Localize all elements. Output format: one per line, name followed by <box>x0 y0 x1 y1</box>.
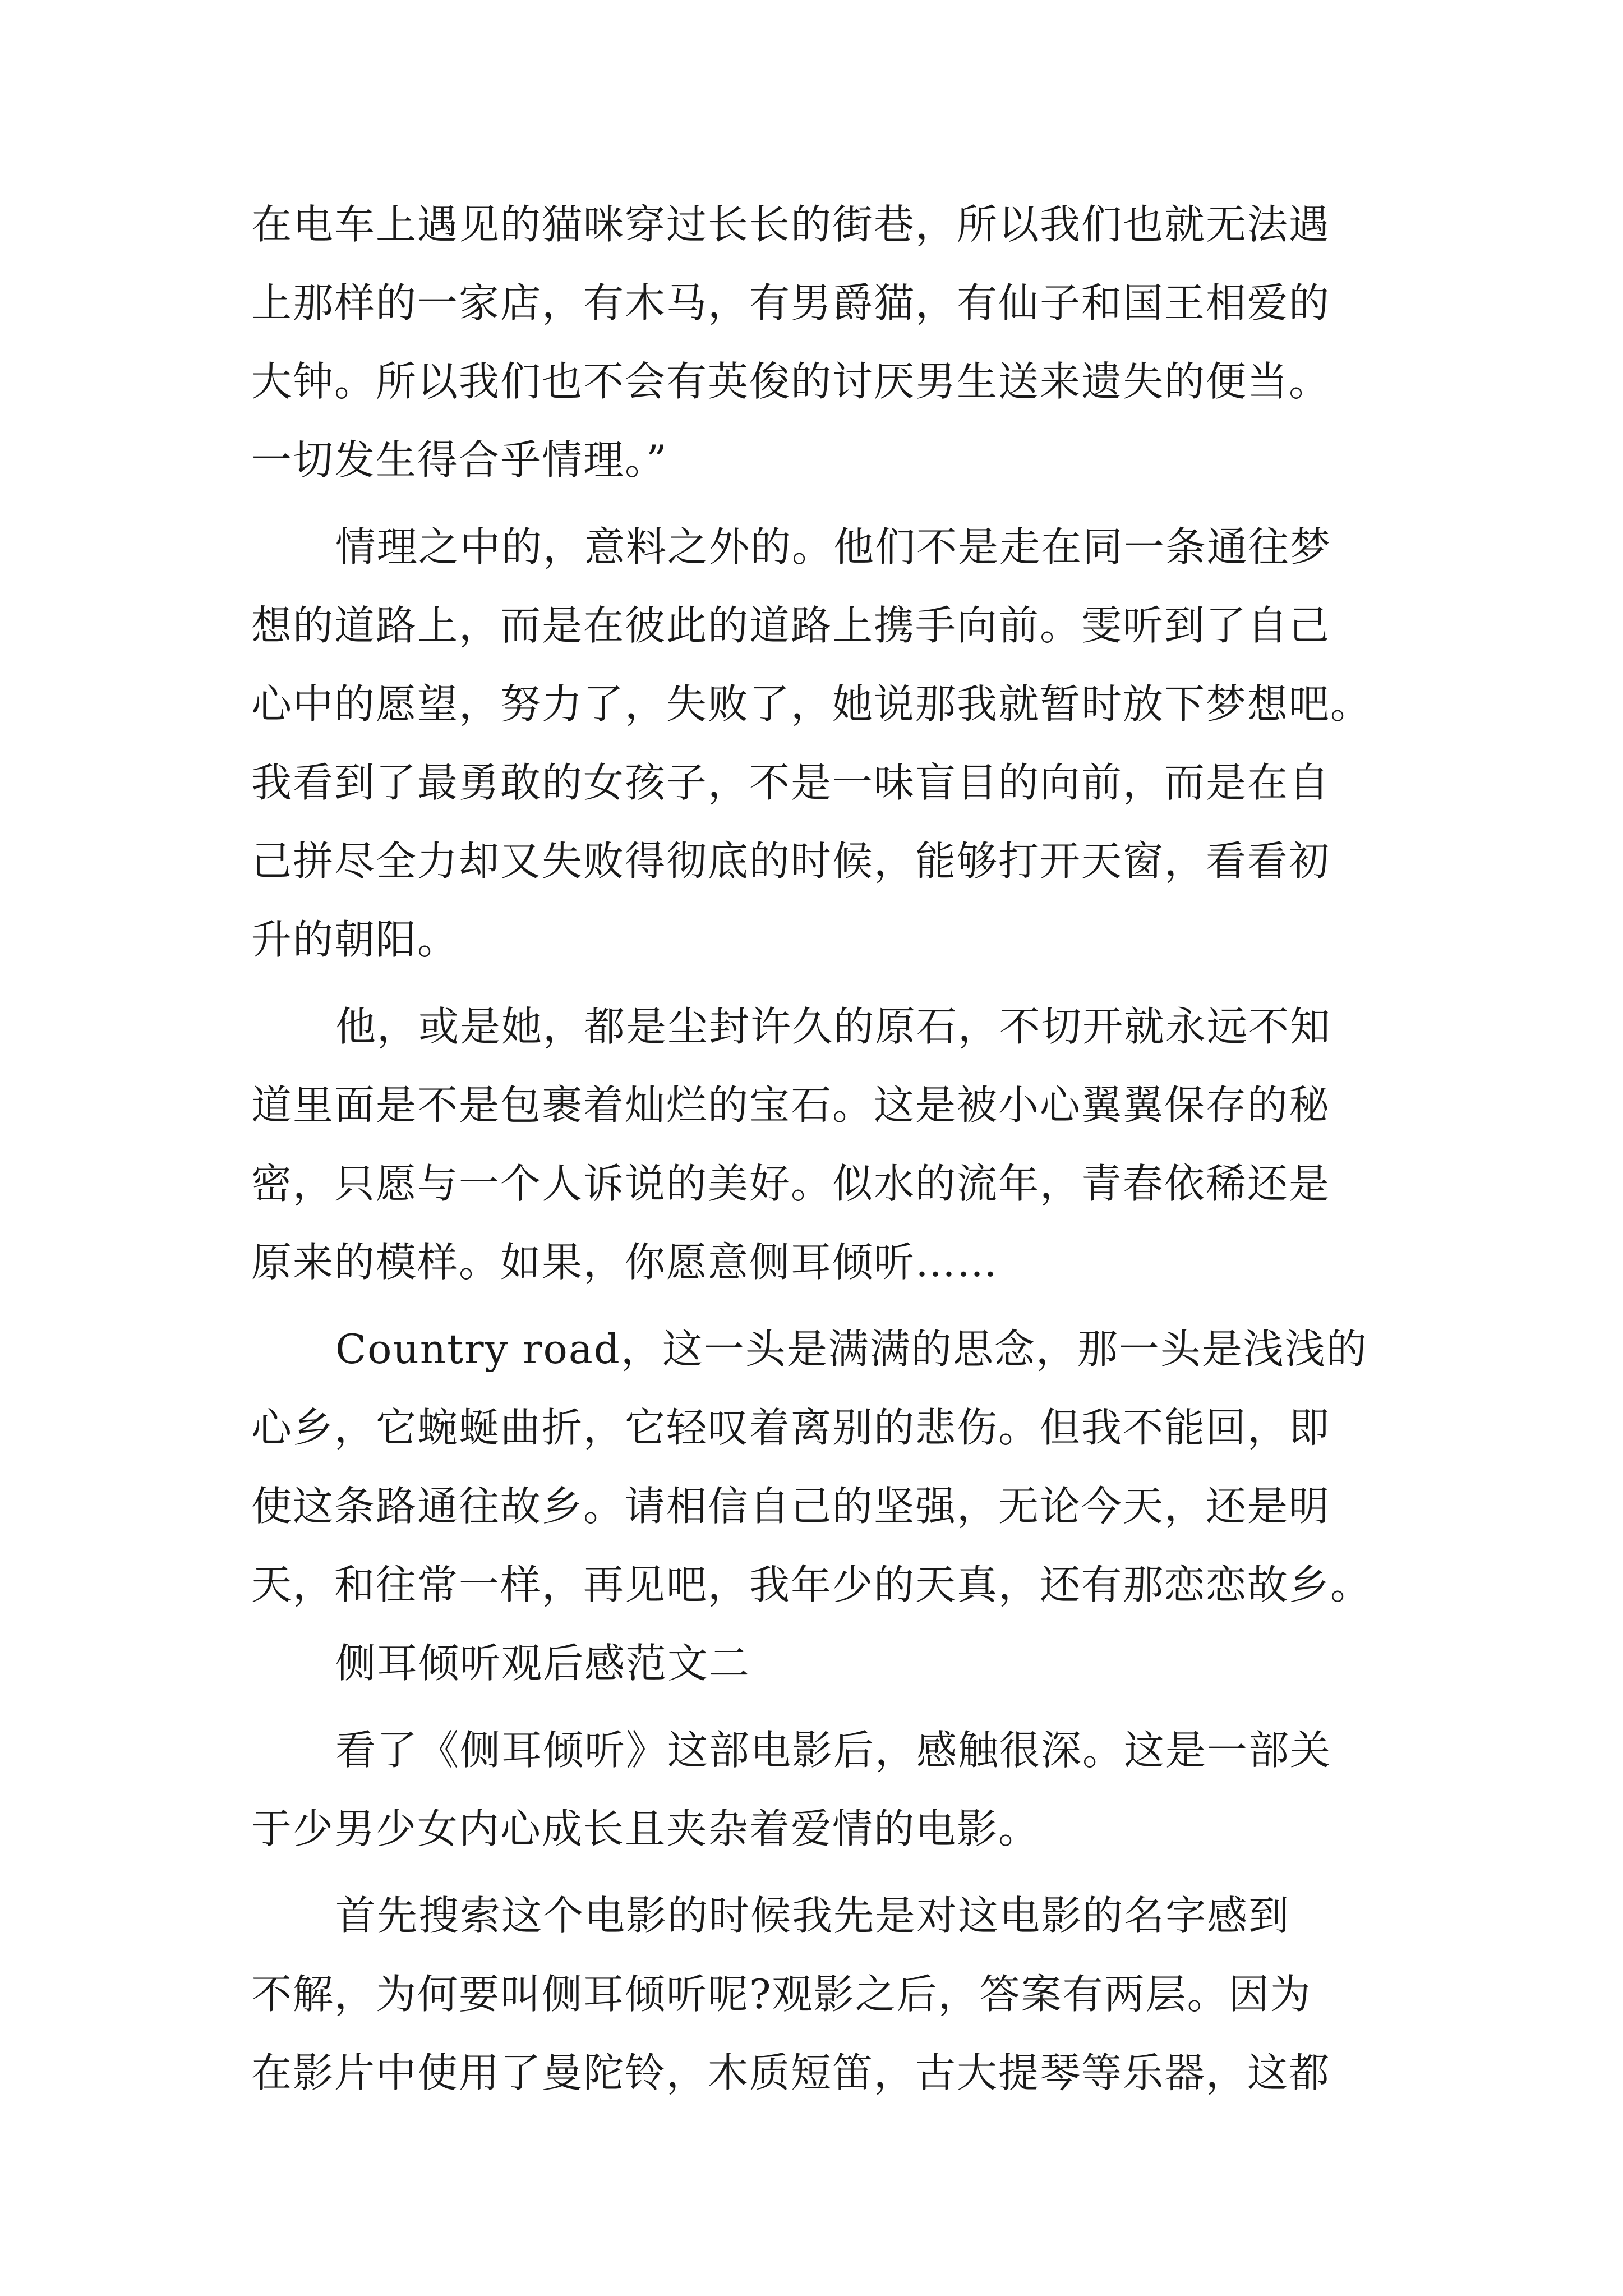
text-line-16: 心乡，它蜿蜒曲折，它轻叹着离别的悲伤。但我不能回，即 <box>251 1404 1331 1451</box>
text-line-9: 己拼尽全力却又失败得彻底的时候，能够打开天窗，看看初 <box>251 838 1331 885</box>
text-line-11: 他，或是她，都是尘封许久的原石，不切开就永远不知 <box>335 1003 1332 1050</box>
text-line-12: 道里面是不是包裹着灿烂的宝石。这是被小心翼翼保存的秘 <box>251 1082 1331 1129</box>
text-line-7: 心中的愿望，努力了，失败了，她说那我就暂时放下梦想吧。 <box>251 680 1372 728</box>
text-line-18: 天，和往常一样，再见吧，我年少的天真，还有那恋恋故乡。 <box>251 1561 1372 1608</box>
text-line-22: 首先搜索这个电影的时候我先是对这电影的名字感到 <box>335 1892 1290 1939</box>
text-line-20: 看了《侧耳倾听》这部电影后，感触很深。这是一部关 <box>335 1727 1332 1774</box>
text-line-13: 密，只愿与一个人诉说的美好。似水的流年，青春依稀还是 <box>251 1160 1331 1207</box>
text-line-10: 升的朝阳。 <box>251 916 459 963</box>
text-line-24: 在影片中使用了曼陀铃，木质短笛，古大提琴等乐器，这都 <box>251 2049 1331 2096</box>
text-line-14: 原来的模样。如果，你愿意侧耳倾听…… <box>251 1239 999 1286</box>
text-line-4: 一切发生得合乎情理。” <box>251 436 668 484</box>
section-heading: 侧耳倾听观后感范文二 <box>335 1640 751 1687</box>
text-line-15: Country road，这一头是满满的思念，那一头是浅浅的 <box>335 1326 1368 1373</box>
text-line-6: 想的道路上，而是在彼此的道路上携手向前。雯听到了自己 <box>251 602 1331 649</box>
text-line-5: 情理之中的，意料之外的。他们不是走在同一条通往梦 <box>335 523 1332 570</box>
text-line-2: 上那样的一家店，有木马，有男爵猫，有仙子和国王相爱的 <box>251 279 1331 326</box>
text-line-17: 使这条路通往故乡。请相信自己的坚强，无论今天，还是明 <box>251 1483 1331 1530</box>
text-line-1: 在电车上遇见的猫咪穿过长长的街巷，所以我们也就无法遇 <box>251 201 1331 248</box>
text-line-3: 大钟。所以我们也不会有英俊的讨厌男生送来遗失的便当。 <box>251 358 1331 405</box>
text-line-21: 于少男少女内心成长且夹杂着爱情的电影。 <box>251 1805 1040 1852</box>
text-line-8: 我看到了最勇敢的女孩子，不是一味盲目的向前，而是在自 <box>251 759 1331 806</box>
text-line-23: 不解，为何要叫侧耳倾听呢?观影之后，答案有两层。因为 <box>251 1971 1312 2018</box>
